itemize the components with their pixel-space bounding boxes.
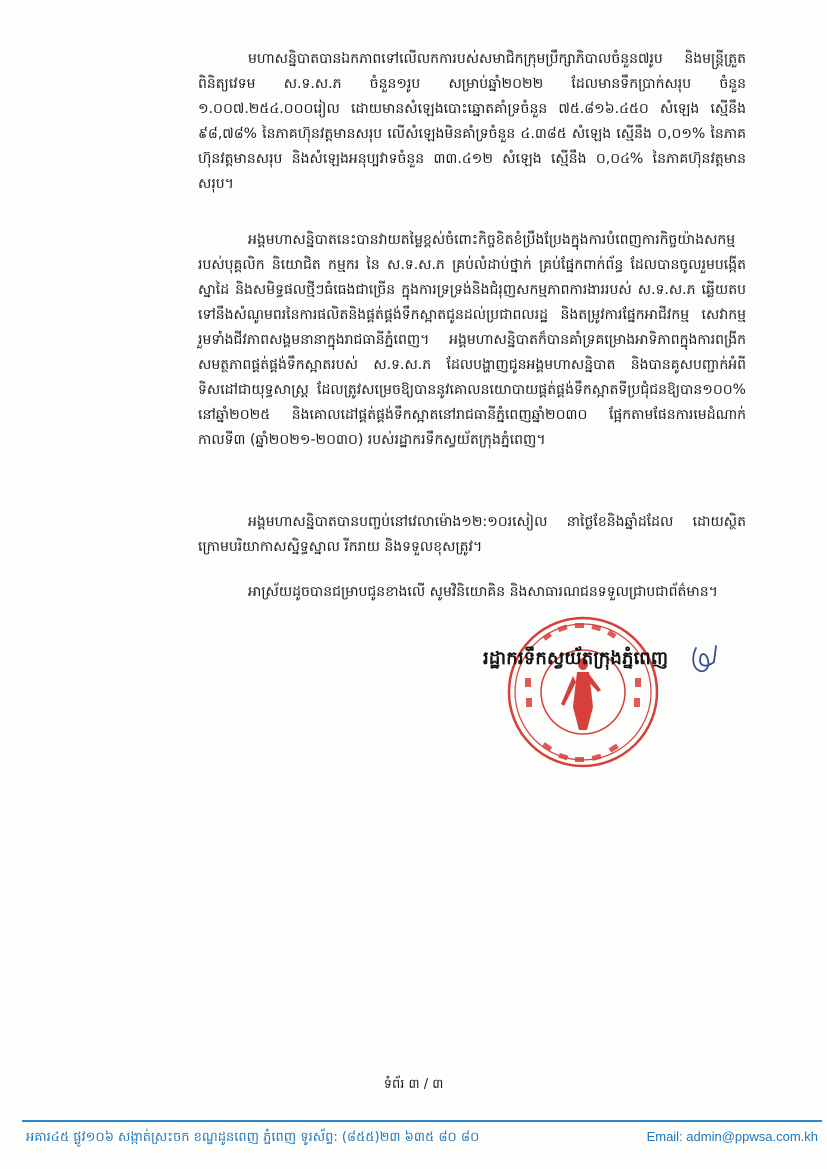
- footer-divider: [22, 1120, 822, 1122]
- page-number: ទំព័រ ៣ / ៣: [383, 1077, 444, 1092]
- paragraph-appreciation: អង្គមហាសន្និបាតនេះបានវាយតម្លៃខ្ពស់ចំពោះកិច្ចខិតខំប្រឹងប្រែងក្នុងការបំពេញការកិច្ចយ៉ាងសកម្មរបស់បុគ្គលិក និយោជិត កម្មករ នៃ ស.ទ.ស.ភ គ្រប់លំដាប់ថ្នាក់ គ្រប់ផ្នែកពាក់ព័ន្ធ ដែលបានចូលរួមបង្កើតស្នាដៃ និងសមិទ្ធផលថ្មីៗធំធេងជាច្រើន ក្នុងការទ្រទ្រង់និងជំរុញសកម្មភាពការងាររបស់ ស.ទ.ស.ភ ឆ្លើយតបទៅនឹងសំណូមពរនៃការផលិតនិងផ្គត់ផ្គង់ទឹកស្អាតជូនដល់ប្រជាពលរដ្ឋ និងតម្រូវការផ្នែកអាជីវកម្ម សេវាកម្ម រួមទាំងជីវភាពសង្គមនានាក្នុងរាជធានីភ្នំពេញ។ អង្គមហាសន្និបាតក៏បានគាំទ្រគម្រោងអាទិភាពក្នុងការពង្រីកសមត្ថភាពផ្គត់ផ្គង់ទឹកស្អាតរបស់ ស.ទ.ស.ភ ដែលបង្ហាញជូនអង្គមហាសន្និបាត និងបានគូសបញ្ជាក់អំពីទិសដៅជាយុទ្ធសាស្ត្រ ដែលត្រូវសម្រេចឱ្យបាននូវគោលនយោបាយផ្គត់ផ្គង់ទឹកស្អាតទីប្រជុំជនឱ្យបាន១០០% នៅឆ្នាំ២០២៥ និងគោលដៅផ្គត់ផ្គង់ទឹកស្អាតនៅរាជធានីភ្នំពេញឆ្នាំ២០៣០ ផ្អែកតាមផែនការមេដំណាក់កាលទី៣ (ឆ្នាំ២០២១-២០៣០) របស់រដ្ឋាករទឹកស្វយ័តក្រុងភ្នំពេញ។: [198, 232, 746, 448]
- paragraph-closing-time: អង្គមហាសន្និបាតបានបញ្ចប់នៅវេលាម៉ោង១២:១០រសៀល នាថ្ងៃខែនិងឆ្នាំដដែល ដោយស្ថិតក្រោមបរិយាកាសស្និទ្ធស្នាល រីករាយ និងទទួលខុសត្រូវ។: [198, 514, 746, 555]
- official-seal: [503, 612, 663, 772]
- footer-address: អគារ៤៥ ផ្លូវ១០៦ សង្កាត់ស្រះចក ខណ្ឌដូនពេញ ភ្នំពេញ ទូរស័ព្ទ: (៨៥៥)២៣ ៦៣៥ ៨០ ៨០: [26, 1130, 480, 1145]
- signature-title: រដ្ឋាករទឹកស្វយ័តក្រុងភ្នំពេញ: [483, 648, 669, 669]
- footer: [26, 1129, 824, 1151]
- paragraph-resolution-vote: មហាសន្និបាតបានឯកភាពទៅលើលកការបស់សមាជិកក្រុមប្រឹក្សាភិបាលចំនួន៧រូប និងមន្ត្រីត្រួតពិនិត្យវេទម ស.ទ.ស.ភ ចំនួន១រូប សម្រាប់ឆ្នាំ២០២២ ដែលមានទឹកប្រាក់សរុប ចំនួន ១.០០៧.២៥៤.០០០រៀល ដោយមានសំឡេងបោះឆ្នោតគាំទ្រចំនួន ៧៥.៨១៦.៤៥០ សំឡេង ស្មើនឹង ៩៨,៧៨% នៃភាគហ៊ុនវត្តមានសរុប លើសំឡេងមិនគាំទ្រចំនួន ៤.៣៨៥ សំឡេង ស្មើនឹង ០,០១% នៃភាគហ៊ុនវត្តមានសរុប និងសំឡេងអនុប្បវាទចំនួន ៣៣.៤១២ សំឡេង ស្មើនឹង ០,០៤% នៃភាគហ៊ុនវត្តមានសរុប។: [198, 51, 746, 192]
- footer-email[interactable]: Email: admin@ppwsa.com.kh: [646, 1129, 818, 1144]
- handwritten-signature: [690, 640, 722, 680]
- paragraph-notice: អាស្រ័យដូចបានជម្រាបជូនខាងលើ សូមវិនិយោគិន និងសាធារណជនទទួលជ្រាបជាព័ត៌មាន។: [248, 584, 718, 600]
